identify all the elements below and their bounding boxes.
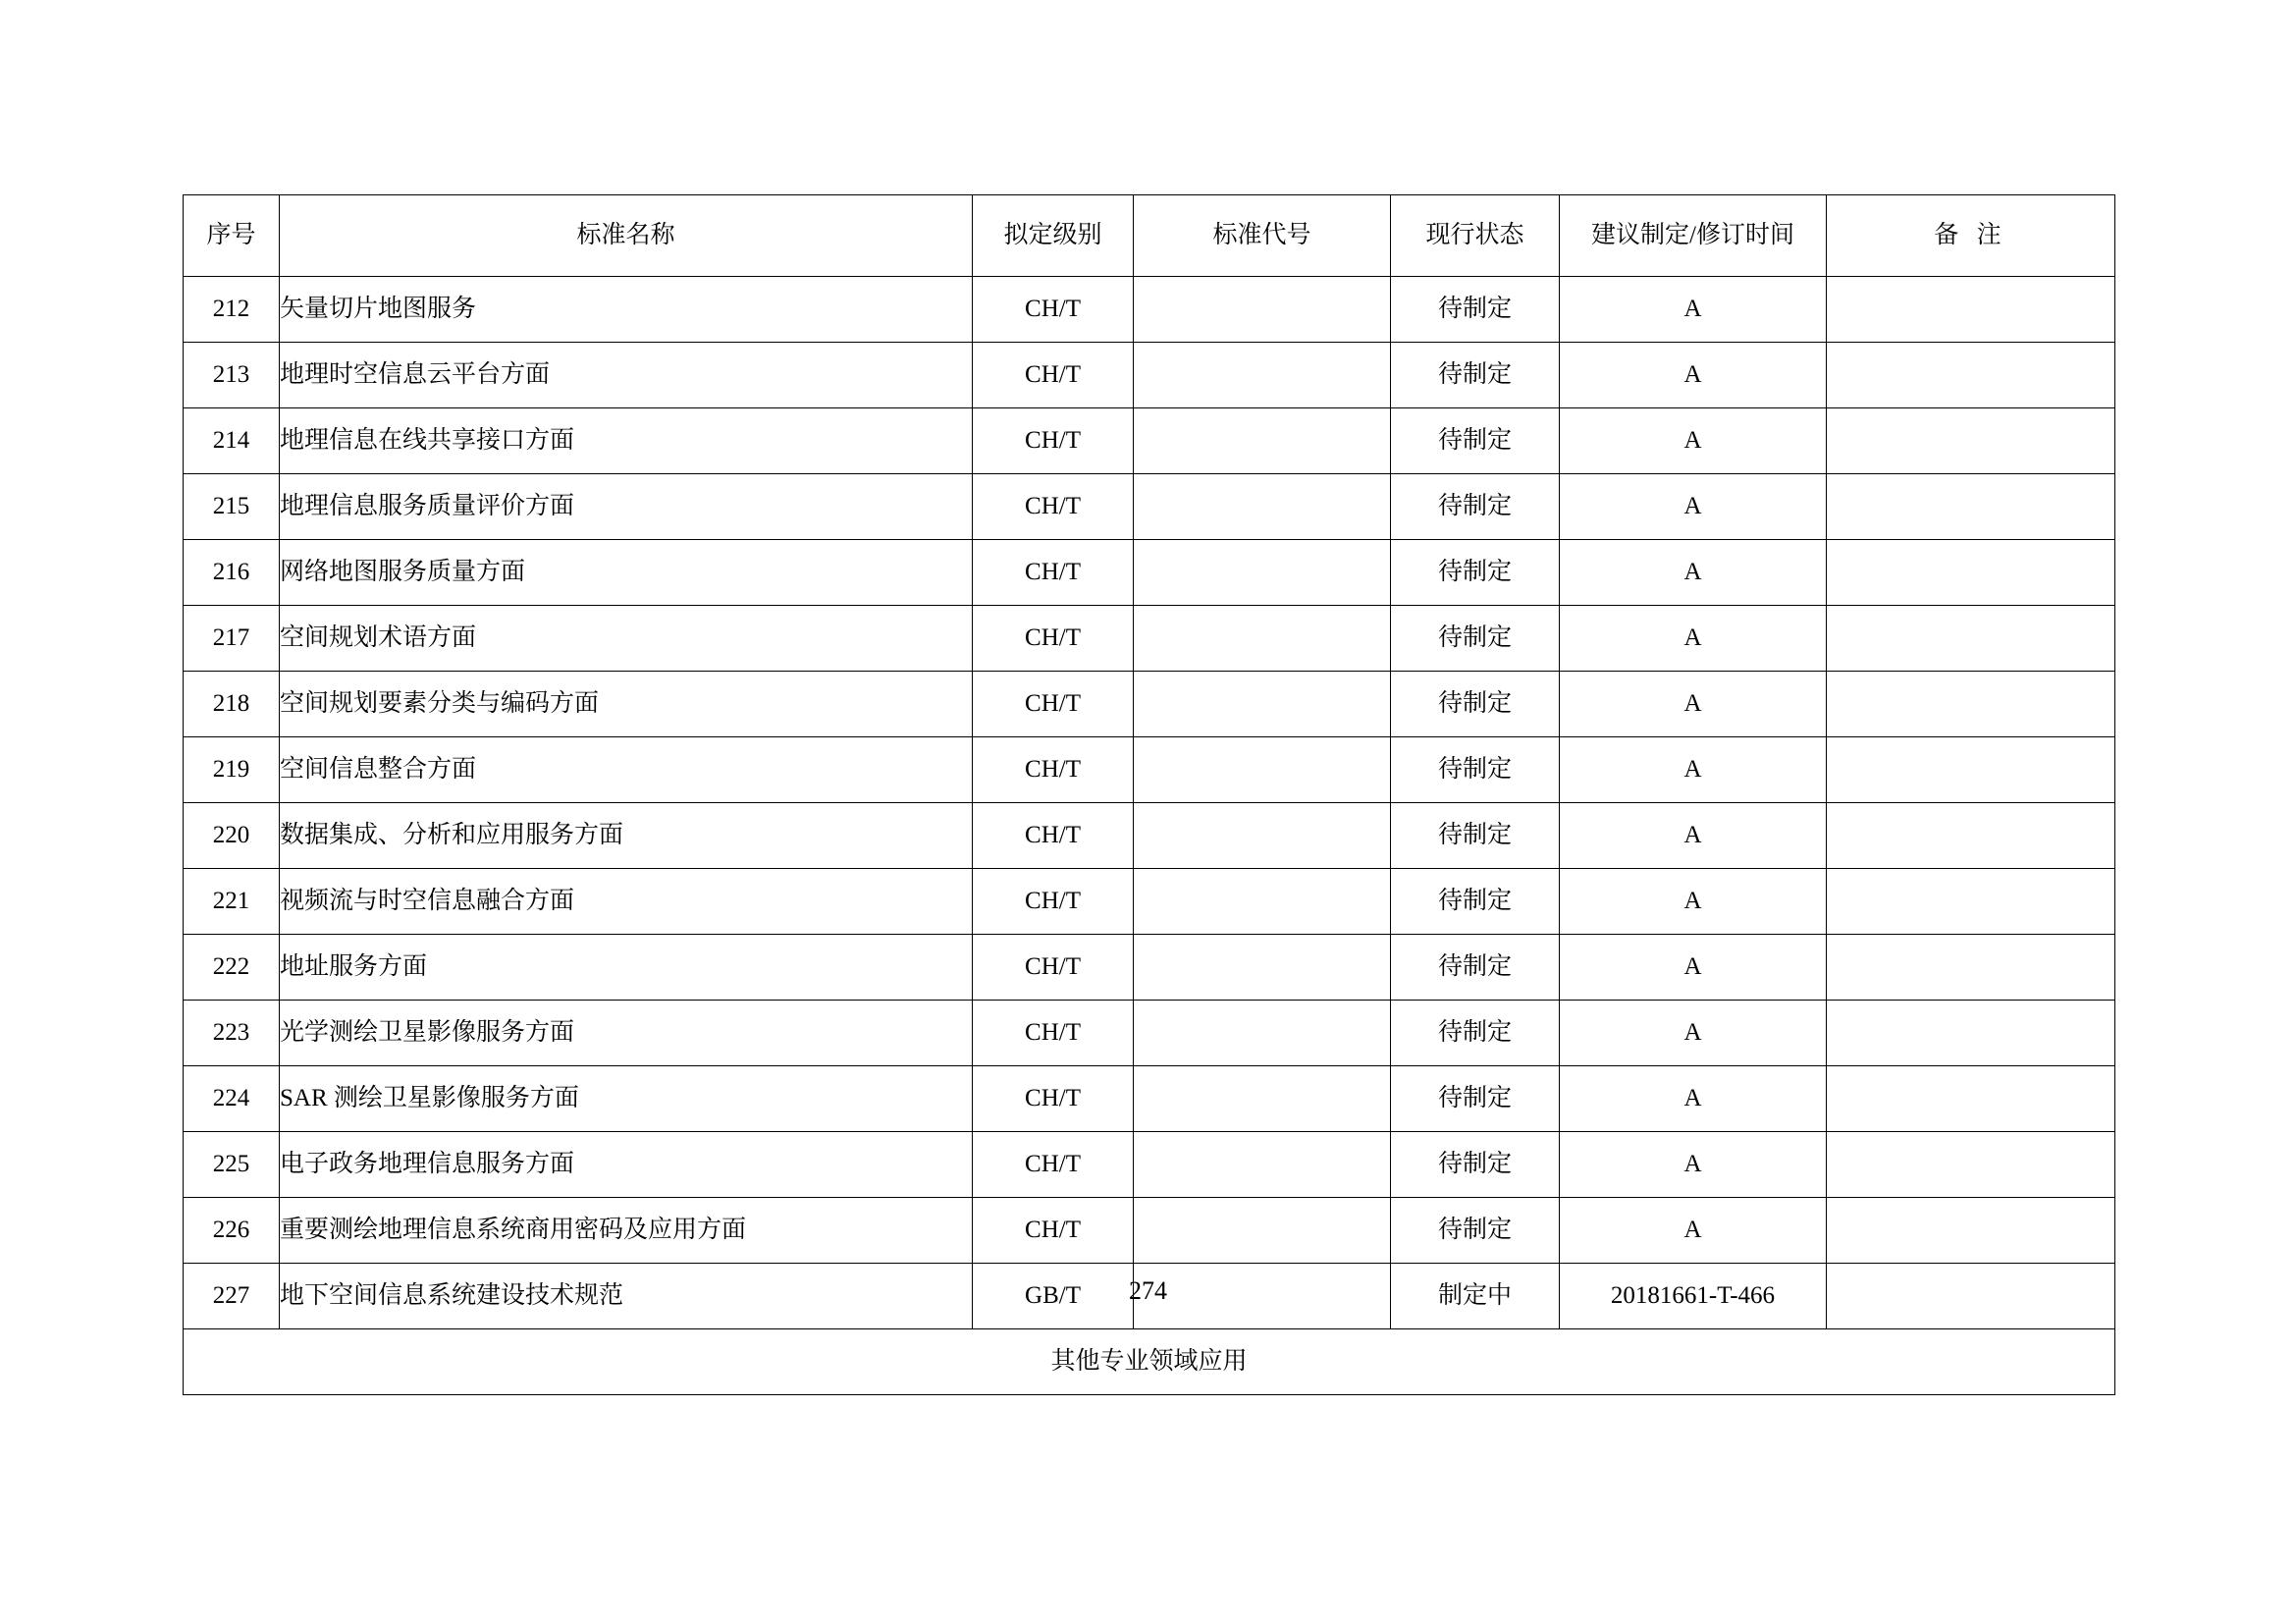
cell-status: 待制定 [1391,540,1560,606]
cell-note [1827,1001,2115,1066]
cell-code [1134,935,1391,1001]
cell-seq: 224 [184,1066,280,1132]
cell-note [1827,803,2115,869]
cell-seq: 222 [184,935,280,1001]
cell-note [1827,935,2115,1001]
cell-time: A [1560,606,1827,672]
cell-code [1134,1001,1391,1066]
cell-standard-name: 光学测绘卫星影像服务方面 [280,1001,973,1066]
table-row [184,1198,2115,1264]
cell-seq: 213 [184,343,280,408]
cell-standard-name: 地下空间信息系统建设技术规范 [280,1264,973,1329]
cell-status: 待制定 [1391,803,1560,869]
cell-level: CH/T [973,1066,1134,1132]
cell-seq: 220 [184,803,280,869]
cell-seq: 227 [184,1264,280,1329]
cell-standard-name: 矢量切片地图服务 [280,277,973,343]
standards-table [183,194,2115,1395]
column-header-level-label: 拟定级别 [1003,222,1102,249]
cell-level: CH/T [973,869,1134,935]
cell-time: A [1560,869,1827,935]
table-row [184,1001,2115,1066]
cell-level: CH/T [973,935,1134,1001]
cell-code [1134,408,1391,474]
cell-level: CH/T [973,803,1134,869]
cell-note [1827,540,2115,606]
cell-note [1827,606,2115,672]
cell-time: A [1560,803,1827,869]
cell-level: CH/T [973,277,1134,343]
cell-standard-name: 地理时空信息云平台方面 [280,343,973,408]
cell-code [1134,277,1391,343]
cell-time: A [1560,737,1827,803]
cell-standard-name: 视频流与时空信息融合方面 [280,869,973,935]
table-row [184,672,2115,737]
table-header-row [184,195,2115,277]
table-row [184,935,2115,1001]
cell-level: CH/T [973,1132,1134,1198]
cell-seq: 221 [184,869,280,935]
cell-time: A [1560,1198,1827,1264]
cell-standard-name: 地址服务方面 [280,935,973,1001]
column-header-name [280,195,973,277]
cell-time: A [1560,1066,1827,1132]
cell-status: 待制定 [1391,672,1560,737]
cell-code [1134,343,1391,408]
cell-status: 待制定 [1391,1198,1560,1264]
cell-seq: 215 [184,474,280,540]
cell-standard-name: 电子政务地理信息服务方面 [280,1132,973,1198]
cell-seq: 218 [184,672,280,737]
cell-time: A [1560,540,1827,606]
cell-seq: 216 [184,540,280,606]
cell-code [1134,803,1391,869]
cell-code [1134,869,1391,935]
cell-status: 待制定 [1391,277,1560,343]
cell-code [1134,474,1391,540]
cell-level: CH/T [973,1198,1134,1264]
table-row [184,737,2115,803]
table-row [184,869,2115,935]
table-row [184,474,2115,540]
cell-status: 待制定 [1391,737,1560,803]
cell-status: 待制定 [1391,1001,1560,1066]
cell-level: CH/T [973,606,1134,672]
cell-standard-name: 数据集成、分析和应用服务方面 [280,803,973,869]
page-number: 274 [1129,1276,1167,1305]
cell-standard-name: 地理信息服务质量评价方面 [280,474,973,540]
cell-note [1827,1198,2115,1264]
table-row [184,803,2115,869]
cell-seq: 212 [184,277,280,343]
cell-status: 待制定 [1391,1066,1560,1132]
cell-note [1827,343,2115,408]
cell-level: CH/T [973,540,1134,606]
cell-level: CH/T [973,408,1134,474]
column-header-code [1134,195,1391,277]
table-row [184,1132,2115,1198]
cell-level: CH/T [973,672,1134,737]
cell-status: 待制定 [1391,408,1560,474]
cell-level: CH/T [973,1001,1134,1066]
cell-note [1827,277,2115,343]
cell-time: A [1560,935,1827,1001]
cell-note [1827,1066,2115,1132]
cell-time: A [1560,474,1827,540]
table-row [184,343,2115,408]
cell-status: 待制定 [1391,869,1560,935]
cell-seq: 217 [184,606,280,672]
cell-code [1134,1132,1391,1198]
cell-level: GB/T [973,1264,1134,1329]
cell-time: A [1560,1001,1827,1066]
column-header-code-label: 标准代号 [1212,222,1311,249]
cell-seq: 225 [184,1132,280,1198]
table-row [184,408,2115,474]
cell-level: CH/T [973,737,1134,803]
cell-seq: 214 [184,408,280,474]
cell-code [1134,737,1391,803]
table-section-row [184,1329,2115,1395]
column-header-note-label: 备 注 [1934,222,2007,249]
column-header-level [973,195,1134,277]
standards-table-container [183,194,2114,1395]
cell-status: 待制定 [1391,1132,1560,1198]
column-header-status-label: 现行状态 [1425,222,1524,249]
cell-standard-name: 重要测绘地理信息系统商用密码及应用方面 [280,1198,973,1264]
column-header-seq-label: 序号 [206,222,256,249]
cell-level: CH/T [973,474,1134,540]
table-row [184,606,2115,672]
cell-standard-name: 空间规划要素分类与编码方面 [280,672,973,737]
cell-code [1134,672,1391,737]
cell-note [1827,408,2115,474]
cell-time: A [1560,277,1827,343]
column-header-status [1391,195,1560,277]
cell-note [1827,737,2115,803]
cell-time: 20181661-T-466 [1560,1264,1827,1329]
cell-status: 待制定 [1391,474,1560,540]
table-row [184,277,2115,343]
table-row [184,540,2115,606]
cell-seq: 223 [184,1001,280,1066]
cell-note [1827,869,2115,935]
cell-standard-name: 网络地图服务质量方面 [280,540,973,606]
section-title: 其他专业领域应用 [184,1329,2115,1395]
cell-code [1134,606,1391,672]
table-body [184,277,2115,1395]
cell-time: A [1560,408,1827,474]
table-row [184,1066,2115,1132]
cell-standard-name: 地理信息在线共享接口方面 [280,408,973,474]
cell-standard-name: SAR 测绘卫星影像服务方面 [280,1066,973,1132]
cell-code [1134,540,1391,606]
cell-status: 制定中 [1391,1264,1560,1329]
column-header-time-label: 建议制定/修订时间 [1591,222,1794,249]
cell-time: A [1560,1132,1827,1198]
cell-seq: 226 [184,1198,280,1264]
column-header-note [1827,195,2115,277]
column-header-seq [184,195,280,277]
cell-code [1134,1198,1391,1264]
cell-status: 待制定 [1391,606,1560,672]
cell-seq: 219 [184,737,280,803]
cell-code [1134,1066,1391,1132]
cell-standard-name: 空间规划术语方面 [280,606,973,672]
cell-note [1827,672,2115,737]
cell-note [1827,1132,2115,1198]
cell-status: 待制定 [1391,935,1560,1001]
column-header-name-label: 标准名称 [576,222,675,249]
cell-level: CH/T [973,343,1134,408]
cell-status: 待制定 [1391,343,1560,408]
cell-standard-name: 空间信息整合方面 [280,737,973,803]
cell-note [1827,474,2115,540]
column-header-time [1560,195,1827,277]
cell-time: A [1560,672,1827,737]
table-header [184,195,2115,277]
cell-time: A [1560,343,1827,408]
